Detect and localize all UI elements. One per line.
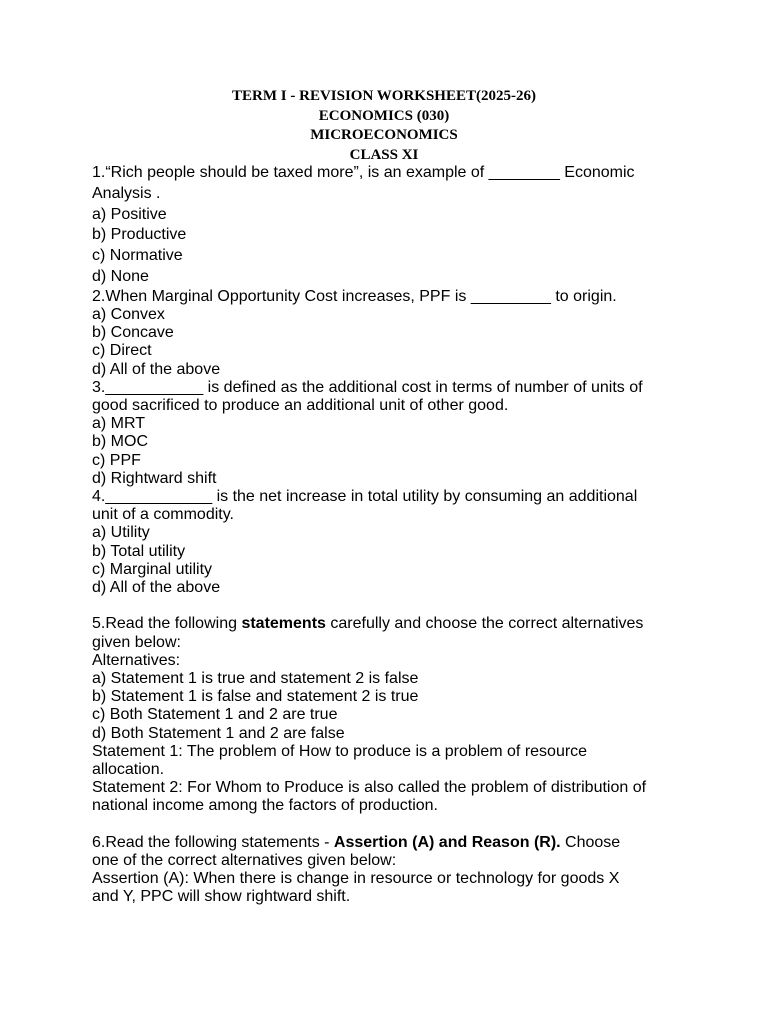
question-6-stem-start: 6.Read the following statements - (92, 833, 334, 851)
question-1-option-c: c) Normative (92, 247, 183, 265)
worksheet-header (0, 87, 768, 165)
spacer (92, 816, 692, 834)
question-3-option-b: b) MOC (92, 433, 148, 451)
question-5-option-d: d) Both Statement 1 and 2 are false (92, 724, 345, 742)
question-3-stem: 3.___________ is defined as the additional cost in terms of number of units of (92, 378, 643, 396)
question-5-stem-end: carefully and choose the correct alternatives (325, 615, 644, 633)
question-3-stem-cont: good sacrificed to produce an additional unit of other good. (92, 397, 509, 414)
question-5-option-c: c) Both Statement 1 and 2 are true (92, 706, 338, 724)
question-4-stem-cont: unit of a commodity. (92, 506, 234, 524)
spacer (92, 597, 692, 615)
question-5 (92, 615, 692, 815)
question-3-option-d: d) Rightward shift (92, 469, 217, 487)
question-6-stem (92, 834, 692, 852)
question-6-stem-end: Choose (560, 833, 621, 851)
header-class: CLASS XI (349, 146, 419, 163)
question-5-stem-start: 5.Read the following (92, 615, 242, 633)
question-6 (92, 834, 692, 907)
question-3-option-a: a) MRT (92, 415, 146, 433)
question-5-statement-1-cont: allocation. (92, 761, 165, 779)
question-1-option-d: d) None (92, 267, 149, 285)
question-4-option-d: d) All of the above (92, 579, 221, 597)
question-2-option-d: d) All of the above (92, 360, 221, 378)
question-2-option-c: c) Direct (92, 342, 152, 360)
question-5-option-a: a) Statement 1 is true and statement 2 is false (92, 670, 419, 688)
question-4-stem: 4.____________ is the net increase in total utility by consuming an additional (92, 488, 638, 506)
question-5-alternatives-label: Alternatives: (92, 651, 181, 669)
worksheet-body (92, 163, 692, 907)
header-topic: MICROECONOMICS (310, 127, 458, 143)
header-title: TERM I - REVISION WORKSHEET(2025-26) (232, 88, 536, 104)
question-5-stem-cont: given below: (92, 633, 181, 651)
question-5-stem (92, 615, 692, 633)
question-1-stem-cont: Analysis . (92, 184, 161, 202)
question-6-assertion-cont: and Y, PPC will show rightward shift. (92, 888, 351, 906)
question-4-option-b: b) Total utility (92, 542, 186, 560)
question-4 (92, 488, 692, 597)
question-2-option-a: a) Convex (92, 305, 165, 323)
question-1-option-a: a) Positive (92, 205, 167, 223)
header-subject: ECONOMICS (030) (318, 107, 450, 124)
question-3 (92, 379, 692, 488)
question-2 (92, 288, 692, 379)
question-1-option-b: b) Productive (92, 226, 187, 244)
question-5-option-b: b) Statement 1 is false and statement 2 is true (92, 688, 419, 706)
question-5-statement-2-cont: national income among the factors of production. (92, 797, 438, 815)
question-6-assertion: Assertion (A): When there is change in resource or technology for goods X (92, 870, 620, 888)
question-6-stem-cont: one of the correct alternatives given below: (92, 852, 397, 870)
question-2-stem: 2.When Marginal Opportunity Cost increases, PPF is _________ to origin. (92, 287, 617, 305)
question-5-statement-2: Statement 2: For Whom to Produce is also called the problem of distribution of (92, 779, 647, 797)
question-4-option-a: a) Utility (92, 524, 150, 542)
question-5-stem-bold: statements (241, 615, 326, 633)
question-5-statement-1: Statement 1: The problem of How to produce is a problem of resource (92, 742, 588, 760)
question-3-option-c: c) PPF (92, 451, 141, 469)
question-4-option-c: c) Marginal utility (92, 560, 213, 578)
question-1-stem: 1.“Rich people should be taxed more”, is an example of ________ Economic (92, 164, 635, 181)
question-6-stem-bold: Assertion (A) and Reason (R). (333, 833, 561, 851)
question-1 (92, 163, 692, 288)
question-2-option-b: b) Concave (92, 324, 174, 342)
